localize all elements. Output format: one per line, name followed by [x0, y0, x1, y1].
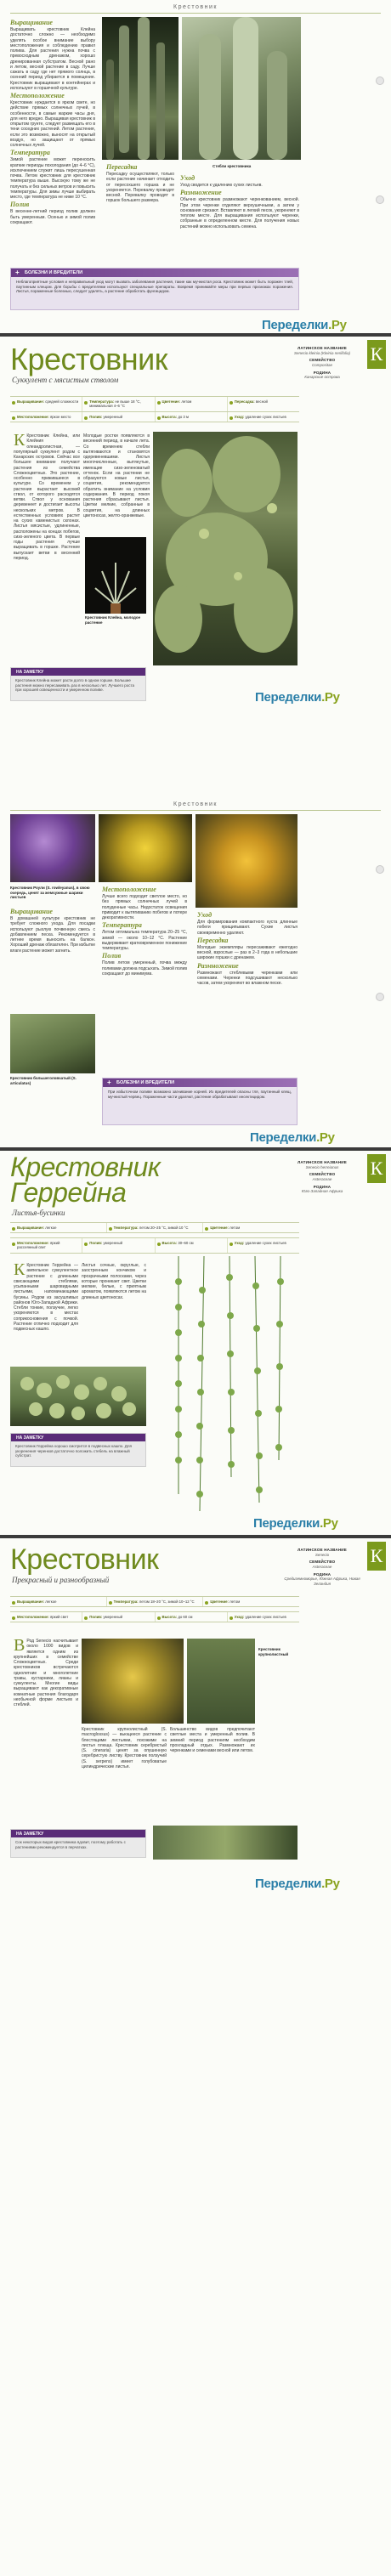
care-value: легкое [45, 1226, 57, 1230]
care-value: умеренный [103, 1615, 122, 1619]
brand-suffix: .Ру [316, 1130, 335, 1145]
care-item [82, 1238, 155, 1253]
running-header [10, 3, 381, 14]
brand-logo [250, 1130, 335, 1146]
plant-closeup-photo [182, 17, 301, 160]
section-text-transplant: Пересадку осуществляют, только если растение начинает отходить от пересохшего горшка и не укореняется. Перевалку проводят весной. Перевалку проводят в горшок большего размера. [106, 172, 174, 204]
article-intro [14, 1639, 78, 1826]
latin-value: Senecio herreianus [305, 1164, 339, 1169]
brand-logo [262, 318, 347, 334]
care-item [228, 412, 299, 422]
note-box [10, 1433, 146, 1467]
care-key: Выращивание: [17, 1226, 45, 1230]
section-title-propagation: Размножение [197, 961, 239, 970]
care-value: летом [230, 1599, 241, 1604]
article-intro [14, 433, 80, 654]
article-col2-text: Молодые ростки появляются в весенний период, в начале лета. Со временем стебли вытягиваются и становятся одеревеневшими. Листья многочисленные, вытянутые, имеющие сизо-зеленоватый оттенок. Если на растении не образуются новые листья, соцветия, рекомендуется обратить внимание на условия содержания. В период покоя растения сбрасывают листья. Цветки мелкие, собранные в соцветия, на длинных цветоносах, желто-оранжевые. [83, 433, 150, 518]
article-subtitle: Листья-бусинки [12, 1209, 65, 1217]
care-item [228, 1612, 299, 1622]
transplant-block [106, 163, 174, 214]
right-middle-block [180, 174, 299, 276]
dropcap: К [14, 433, 26, 450]
care-key: Уход: [234, 415, 245, 419]
brand-suffix: .Ру [328, 318, 347, 332]
brand-logo [255, 1877, 340, 1893]
section-text-transplant: Молодые экземпляры пересаживают ежегодно весной, взрослые — раз в 2–3 года в небольшие широкие горшки с дренажем. [197, 944, 298, 961]
section-text-location: Лучше всего подходит светлое место, но без прямых солнечных лучей в полуденные часы. Недостаток освещения приводит к вытягиванию побегов и потере декоративности. [102, 894, 187, 920]
care-item [82, 397, 155, 411]
care-key: Высота: [162, 1615, 178, 1619]
care-grid-row-1 [10, 1596, 299, 1607]
care-key: Цветение: [210, 1599, 229, 1604]
care-value: умеренный [103, 1241, 122, 1245]
homeland-label: РОДИНА [313, 1571, 332, 1577]
care-value: до 60 см [178, 1615, 193, 1619]
article-col2-text: Листья сочные, округлые, с заостренным кончиком и прозрачными полосками, через которые проникает свет. Цветки мелкие, белые, с приятным ароматом, появляются летом на длинных цветоносах. [82, 1263, 146, 1300]
latin-value: Senecio [314, 1552, 330, 1557]
homeland-value: Юго-Западная Африка [301, 1189, 343, 1194]
hedge-photo [153, 432, 298, 665]
caption-2-text: Крестовник большеголовчатый (S. articulatus) [10, 1076, 76, 1085]
care-key: Выращивание: [17, 399, 45, 404]
care-value: удаление сухих листьев [245, 415, 286, 419]
care-item [156, 1612, 228, 1622]
care-key: Температура: [113, 1226, 139, 1230]
care-grid-row-2 [10, 1237, 299, 1254]
brand-text: Переделки [255, 690, 322, 705]
care-key: Цветение: [210, 1226, 229, 1230]
care-item [228, 1238, 299, 1253]
article-col2 [82, 1263, 146, 1356]
care-item [107, 1223, 204, 1232]
care-item [228, 397, 299, 411]
caption-2 [10, 1076, 95, 1085]
flowering-photo [82, 1639, 184, 1724]
page2-left-text [10, 908, 95, 1027]
care-item [156, 1238, 228, 1253]
section-letter: К [367, 340, 386, 369]
page2-mid-text [102, 886, 187, 1073]
care-value: до 3 м [178, 415, 189, 419]
article-title: Крестовник [10, 342, 167, 376]
homeland-label: РОДИНА [313, 1184, 332, 1189]
section-text-watering: Полив летом умеренный, почва между поливами должна подсыхать. Зимой полив сокращают до минимума. [102, 960, 187, 977]
care-grid-row-1 [10, 396, 299, 412]
binder-hole [376, 195, 384, 204]
care-key: Цветение: [162, 399, 181, 404]
care-grid-row-2 [10, 1611, 299, 1622]
latin-label: ЛАТИНСКОЕ НАЗВАНИЕ [298, 346, 347, 350]
care-key: Выращивание: [17, 1599, 45, 1604]
article-subtitle: Прекрасный и разнообразный [12, 1576, 110, 1584]
section-text-propagation: Обычно крестовник размножают черенкованием, весной. При этом черенки отделяют верхушечными, а затем у основания срезают. Вставляют в легкий песок, укореняют в теплом месте. Для выращивания используют черенки, собранные в определенном месте. Для получения новых растений можно использовать семена. [180, 197, 299, 229]
care-value: удаление сухих листьев [245, 1241, 286, 1245]
section-letter: К [367, 1542, 386, 1571]
care-key: Местоположение: [17, 1241, 49, 1245]
family-label: СЕМЕЙСТВО [309, 358, 336, 363]
section-title-temperature: Температура [10, 149, 50, 157]
article-col3 [170, 1727, 255, 1820]
article-intro-text: Род Senecio насчитывает около 1000 видов и является одним из крупнейших в семействе Сложноцветных. Среди крестовников встречаются однолетние и многолетние травы, кустарники, лианы и суккуленты. Многие виды выращивают как декоративные комнатные растения благодаря необычной форме листьев и стеблей. [14, 1639, 78, 1707]
article-col3-text: Большинство видов предпочитают светлые места и умеренный полив. В зимний период растениям необходим прохладный отдых. Размножают их черенками и семенами весной или летом. [170, 1727, 255, 1753]
care-value: летом 20–25 °С, зимой 10 °С [139, 1226, 189, 1230]
care-key: Температура: [89, 399, 115, 404]
side-caption-text: Крестовник крупнолистный [258, 1647, 289, 1656]
section-divider [0, 333, 391, 337]
running-header [10, 801, 381, 811]
plant-facts [277, 1158, 367, 1194]
diseases-text: При избыточном поливе возможно загнивание корней. Из вредителей опасны тля, паутинный клещ, мучнистый червец. Пораженные части удаляют, растение обрабатывают инсектицидом. [108, 1090, 292, 1099]
plant-stems-photo [102, 17, 178, 160]
brand-suffix: .Ру [320, 1516, 338, 1531]
care-value: яркий рассеянный свет [17, 1241, 60, 1250]
care-key: Пересадка: [234, 399, 255, 404]
bottom-photo [153, 1826, 298, 1860]
note-text: Крестовник Клейна может расти долго в одном горшке. Большие растения можно пересаживать раз в несколько лет. Лучшего роста при хорошей освещенности и умеренном поливе. [15, 678, 134, 693]
care-value: весной [255, 399, 268, 404]
caption-young-plant [85, 615, 149, 625]
note-text: Сок некоторых видов крестовника ядовит, поэтому работать с растениями рекомендуется в перчатках. [15, 1840, 126, 1849]
section-title-location: Местоположение [102, 886, 156, 893]
section-text-watering: В весенне-летний период полив должен быть умеренным. Осенью и зимой полив сокращают. [10, 209, 95, 225]
homeland-label: РОДИНА [313, 370, 332, 375]
care-item [203, 1223, 299, 1232]
care-key: Местоположение: [17, 1615, 49, 1619]
section-title-growing: Выращивание [10, 908, 53, 915]
succulent-photo [10, 1014, 95, 1073]
section-text-temperature: Зимой растение может переносить краткие периоды похолодания (до 4–6 °С), исключением служит лишь пересушенная почва. Летом крестовник для крестовник температура выше. Высокую тому же не получать и без сильных ветров и повысить температуры. Для зимы лучше выбирать место, где температура не ниже 10 °С. [10, 157, 95, 200]
care-value: удаление сухих листьев [245, 1615, 286, 1619]
brand-text: Переделки [255, 1877, 322, 1891]
dropcap: К [14, 1263, 26, 1279]
section-letter: К [367, 1154, 386, 1183]
brand-text: Переделки [262, 318, 329, 332]
latin-value: Senecio kleinia (Kleinia neriifolia) [293, 350, 351, 355]
care-item [10, 397, 82, 411]
purple-flowers-photo [10, 814, 95, 882]
care-key: Уход: [234, 1241, 245, 1245]
care-key: Температура: [113, 1599, 139, 1604]
article-subtitle: Суккулент с мясистым стволом [12, 376, 119, 384]
section-title-growing: Выращивание [10, 19, 53, 26]
family-value: Compositae [311, 362, 332, 367]
diseases-text: Неблагоприятные условия и неправильный уход могут вызвать заболевания растения, такие как мучнистая роса. Крестовник может быть поражен тлей, паутинным клещом. Для борьбы с вредителями используют специальные препараты. Вовремя принимайте меры при первых признаках поражения. Листья, пораженные болезнью, следует удалять, а растение обработать фунгицидом. [16, 280, 293, 294]
latin-label: ЛАТИНСКОЕ НАЗВАНИЕ [298, 1548, 347, 1552]
binder-hole [376, 76, 384, 85]
article-col2 [83, 433, 150, 535]
side-caption [258, 1647, 301, 1656]
section-divider [0, 1147, 391, 1151]
family-label: СЕМЕЙСТВО [309, 1172, 336, 1177]
family-value: Asteraceae [312, 1176, 332, 1181]
hanging-plant-photo [153, 1256, 298, 1511]
care-key: Высота: [162, 415, 178, 419]
section-title-propagation: Размножение [180, 189, 222, 197]
left-column [10, 19, 95, 265]
care-item [203, 1597, 299, 1606]
article-col2 [82, 1727, 167, 1820]
care-value: яркое место [49, 415, 71, 419]
care-item [10, 412, 82, 422]
care-value: яркий свет [49, 1615, 69, 1619]
section-title-location: Местоположение [10, 92, 65, 99]
homeland-value: Канарские острова [304, 375, 340, 380]
brand-logo [255, 690, 340, 706]
section-title-transplant: Пересадка [106, 163, 138, 171]
running-header-text: Крестовник [173, 801, 218, 807]
care-item [10, 1223, 107, 1232]
dropcap: В [14, 1639, 26, 1655]
caption-1-text: Крестовник Роули (S. rowleyanus), в свою очередь, ценят за жемчужные шарики листьев [10, 886, 90, 900]
brand-suffix: .Ру [321, 690, 340, 705]
brand-text: Переделки [253, 1516, 320, 1531]
care-key: Высота: [162, 1241, 178, 1245]
section-text-growing: Выращивать крестовник Клейна достаточно сложно — необходимо уделять особое внимание выбору местоположения и соблюдению правил полива. Для растения нужна почва с превосходным дренажом, хорошо дренированная субстратом. Весной рано и летом, весной растение в саду. Лучше сажать в саду где нет прямого солнца, в осенний период убирается в помещение. Крестовник выращивают в контейнерах и используют в горшечной культуре. [10, 27, 95, 91]
care-value: легкое [45, 1599, 57, 1604]
homeland-value: Средиземноморье, Южная Африка, Новая Зеландия [284, 1577, 360, 1586]
yellow-flowers-photo [99, 814, 192, 882]
family-value: Asteraceae [312, 1564, 332, 1569]
care-item [156, 412, 228, 422]
stems-illustration [102, 17, 178, 160]
caption-stems-text: Стебли крестовника [212, 164, 252, 168]
care-item [10, 1612, 82, 1622]
caption-1 [10, 886, 95, 900]
section-divider [0, 1535, 391, 1538]
care-value: 30–60 см [178, 1241, 194, 1245]
care-value: средней сложности [45, 399, 79, 404]
young-plant-illustration [85, 537, 146, 614]
section-title-care: Уход [180, 174, 196, 182]
section-title-watering: Полив [102, 952, 122, 960]
binder-hole [376, 865, 384, 874]
care-key: Уход: [234, 1615, 245, 1619]
young-plant-photo [85, 537, 146, 614]
care-value: не выше 18 °С, минимальная 4–6 °С [89, 399, 141, 409]
care-key: Местоположение: [17, 415, 49, 419]
yellow-bush-photo [196, 814, 298, 908]
care-item [82, 412, 155, 422]
article-intro-text: Крестовник Клейна, или Клейния олеандролистная, — популярный суккулент родом с Канарских островов. Сейчас все большее внимание получают растения из семейства Сложноцветных. Это растение, особенно прижившееся в культуре. Со временем у растения вырастает высокий ствол, от которого расходятся ветви. Ствол у основания деревенеет и достигает высоты нескольких метров. В естественных условиях растет на сухих каменистых склонах. Листья мясистые, удлиненные, расположены на концах побегов, сизо-зеленого цвета. В первые годы растения лучше выращивать в горшке. Растение выпускает ветви в весенний период. [14, 433, 80, 561]
care-item [10, 1597, 107, 1606]
care-value: летом [230, 1226, 241, 1230]
section-text-growing: В домашней культуре крестовник не требует сложного ухода. Для посадки используют рыхлую почвенную смесь с добавлением песка. Рекомендуется в летнее время выносить на балкон. Хороший дренаж обязателен. При избытке влаги растение может загнить. [10, 916, 95, 954]
closeup-illustration [182, 17, 301, 160]
care-key: Полив: [89, 1615, 103, 1619]
care-grid-row-1 [10, 1222, 299, 1233]
note-title: НА ЗАМЕТКУ [11, 1434, 145, 1441]
hedge-illustration [153, 432, 298, 665]
care-key: Полив: [89, 415, 103, 419]
bead-leaves-photo [10, 1367, 146, 1426]
brand-text: Переделки [250, 1130, 317, 1145]
note-box [10, 667, 146, 701]
hanging-illustration [153, 1256, 298, 1511]
care-item [156, 397, 228, 411]
caption-stems [212, 164, 298, 169]
section-text-temperature: Летом оптимальна температура 20–25 °С, зимой — около 10–12 °С. Растение выдерживает кратковременное понижение температуры. [102, 930, 187, 951]
note-box [10, 1829, 146, 1858]
magazine-page-1 [0, 0, 391, 797]
care-item [107, 1597, 204, 1606]
care-item [82, 1612, 155, 1622]
care-value: летом [181, 399, 192, 404]
care-value: умеренный [103, 415, 122, 419]
diseases-box [10, 268, 299, 310]
latin-label: ЛАТИНСКОЕ НАЗВАНИЕ [298, 1160, 347, 1164]
brand-suffix: .Ру [321, 1877, 340, 1891]
section-title-watering: Полив [10, 201, 30, 209]
note-title: НА ЗАМЕТКУ [11, 668, 145, 676]
bead-illustration [10, 1367, 146, 1426]
section-text-care: Уход сводится к удалению сухих листьев. [180, 183, 263, 188]
section-title-transplant: Пересадка [197, 936, 229, 944]
section-text-location: Крестовник нуждается в ярком свете, но действие прямых солнечных лучей, в особенности, в самые жаркие часы дня, для него вредно. Выращивая крестовник в открытом грунте, следует размещать его в тени соседних растений. Летом растения, если это возможно, выносят на открытый воздух, но защищают от прямых солнечных лучей. [10, 100, 95, 148]
article-title: Крестовник Геррейна [10, 1152, 161, 1208]
care-grid-row-2 [10, 411, 299, 422]
care-value: летом 18–20 °С, зимой 10–12 °С [139, 1599, 195, 1604]
leaves-photo [187, 1639, 255, 1724]
running-header-text: Крестовник [173, 4, 218, 10]
section-text-propagation: Размножают стеблевыми черенками или семенами. Черенки подсушивают несколько часов, затем укореняют во влажном песке. [197, 970, 298, 986]
note-text: Крестовник Геррейна хорошо смотрится в подвесных кашпо. Для укоренения черенков достаточно положить стебель на влажный субстрат. [15, 1444, 132, 1458]
diseases-title: + БОЛЕЗНИ И ВРЕДИТЕЛИ [103, 1079, 297, 1087]
magazine-page-2 [0, 797, 391, 2576]
caption-young-plant-text: Крестовник Клейна, молодое растение [85, 615, 141, 625]
care-item [10, 1238, 82, 1253]
plant-facts [277, 1545, 367, 1586]
section-title-temperature: Температура [102, 921, 142, 930]
section-title-care: Уход [197, 911, 212, 919]
diseases-title: + БОЛЕЗНИ И ВРЕДИТЕЛИ [11, 269, 298, 277]
plant-facts [277, 343, 367, 380]
page2-right-text [197, 911, 298, 1064]
article-title: Крестовник [10, 1543, 159, 1576]
care-key: Полив: [89, 1241, 103, 1245]
diseases-box [102, 1078, 298, 1125]
article-intro-text: Крестовник Геррейна — ампельное суккулентное растение с длинными свисающими стеблями, усыпанными шаровидными листьями, напоминающими бусины. Родом из засушливых районов Юго-Западной Африки. Стебли тонкие, ползучие, легко укореняются в местах соприкосновения с почвой. Растение отлично подходит для подвесных кашпо. [14, 1263, 78, 1332]
article-col2-text: Крестовник крупнолистный (S. macroglossus) — вьющееся растение с блестящими листьями, похожими на листья плюща. Крестовник серебристый (S. cineraria) ценят за опушенную серебристую листву. Крестовник ползучий (S. serpens) имеет голубоватые цилиндрические листья. [82, 1727, 167, 1769]
brand-logo [253, 1516, 338, 1532]
family-label: СЕМЕЙСТВО [309, 1560, 336, 1565]
note-title: НА ЗАМЕТКУ [11, 1830, 145, 1837]
binder-hole [376, 993, 384, 1001]
section-text-care: Для формирования компактного куста длинные побеги прищипывают. Сухие листья своевременно удаляют. [197, 920, 298, 936]
